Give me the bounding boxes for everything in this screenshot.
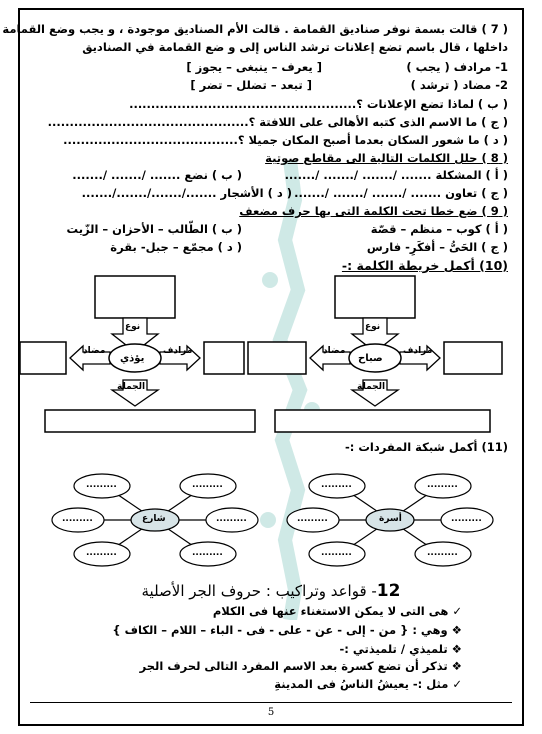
q12-point2: ❖ وهي : { من - إلى - عن - على - فى - الباء – اللام – الكاف }: [112, 623, 462, 637]
q12-heading: 12- قواعد وتراكيب : حروف الجر الأصلية: [141, 581, 401, 601]
q12-point4: ❖ تذكر أن تضع كسرة بعد الاسم المفرد التالى لحرف الجر: [139, 659, 462, 673]
left-map-synonym-label: مرادف: [163, 346, 193, 356]
q8-j: ( ج ) تعاون ....... /....... /....... /.......: [294, 186, 508, 200]
footer-divider: [30, 702, 512, 703]
q12-point3: ❖ تلميذي / تلميذتي :-: [339, 642, 462, 656]
net-dots: .........: [62, 514, 93, 524]
worksheet-page: [2, 8, 524, 726]
q7-a1: 1- مرادف ( يجب ): [406, 60, 508, 74]
right-map-type-label: نوع: [365, 322, 381, 332]
net-dots: .........: [192, 548, 223, 558]
net-dots: .........: [321, 480, 352, 490]
net-dots: .........: [427, 480, 458, 490]
q10-title: (10) أكمل خريطة الكلمة :-: [341, 258, 508, 273]
net-dots: .........: [427, 548, 458, 558]
left-map-antonym-label: مضاد: [83, 346, 106, 356]
q8-b: ( ب ) نضع ....... /....... /.......: [72, 168, 242, 182]
right-map-word: صباح: [358, 353, 383, 364]
q8-title: ( 8 ) حلل الكلمات التالية الى مقاطع صوتية: [265, 151, 508, 165]
net-dots: .........: [321, 548, 352, 558]
q7-j: ( ج ) ما الاسم الذى كتبه الأهالى على اللافتة ؟..............................................: [47, 115, 508, 129]
net-dots: .........: [86, 548, 117, 558]
q11-title: (11) أكمل شبكة المفردات :-: [345, 440, 508, 454]
q7-a2-options: [ تبعد – تضلل – تضر ]: [190, 78, 312, 92]
q9-j: ( ج ) الحَىُّ – أفكَرِ- فارس: [366, 240, 508, 254]
q7-a2: 2- مضاد ( ترشد ): [410, 78, 508, 92]
net-dots: .........: [216, 514, 247, 524]
q7-d: ( د ) ما شعور السكان بعدما أصبح المكان جميلا ؟........................................: [63, 133, 508, 147]
q7-b: ( ب ) لماذا تضع الإعلانات ؟....................................................: [129, 97, 508, 111]
left-map-sentence-label: الجملة: [117, 382, 146, 392]
q7-a1-options: [ يعرف – ينبغى – يجوز ]: [186, 60, 322, 74]
net-dots: .........: [192, 480, 223, 490]
right-map-sentence-label: الجملة: [357, 382, 386, 392]
right-map-antonym-label: مضاد: [323, 346, 346, 356]
q9-a: ( أ ) كوب – منظم – قصّة: [370, 222, 508, 236]
q8-a: ( أ ) المشكلة ....... /....... /....... /.......: [284, 168, 508, 182]
q8-d: ( د ) الأشجار ......./......./......./.......: [81, 186, 292, 200]
q9-d: ( د ) مجمّع – جبل- بقرة: [110, 240, 242, 254]
right-network-center: أسرة: [379, 514, 402, 524]
word-maps: [20, 272, 526, 442]
net-dots: .........: [86, 480, 117, 490]
q9-title: ( 9 ) ضع خطا تحت الكلمة التى بها حرف مضعف: [239, 204, 508, 218]
net-dots: .........: [297, 514, 328, 524]
q12-point1: ✓ هى التى لا يمكن الاستغناء عنها فى الكلام: [212, 604, 462, 618]
q9-b: ( ب ) الطّالب – الأحزان – الزّيت: [66, 222, 242, 236]
left-map-word: يؤذي: [120, 353, 145, 364]
net-dots: .........: [451, 514, 482, 524]
q7-line1: ( 7 ) قالت بسمة نوفر صناديق القمامة . قالت الأم الصناديق موجودة ، و يجب وضع القمامة: [2, 22, 508, 36]
right-map-synonym-label: مرادف: [403, 346, 433, 356]
left-network-center: شارع: [142, 514, 166, 524]
q12-point5: ✓ مثل :- يعيشُ الناسُ فى المدينةِ: [274, 677, 462, 691]
q7-line2: داخلها ، قال باسم تضع إعلانات ترشد الناس إلى و ضع القمامة في الصناديق: [82, 40, 508, 54]
left-map-type-label: نوع: [125, 322, 141, 332]
page-number: 5: [267, 707, 275, 718]
